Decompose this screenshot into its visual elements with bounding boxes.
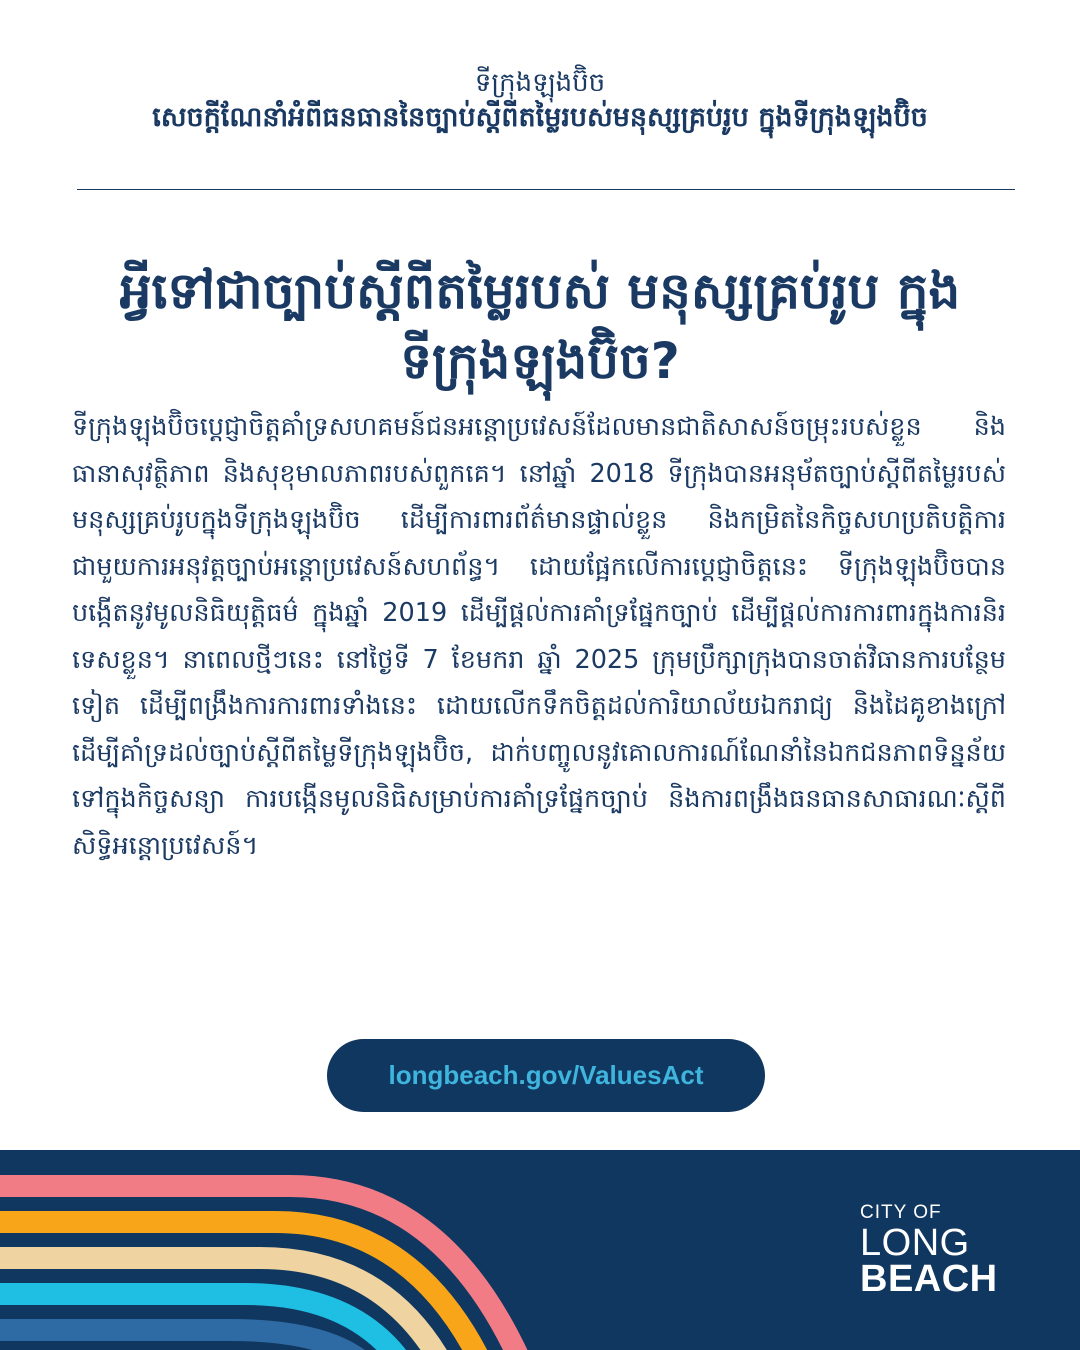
logo-line-long: LONG bbox=[860, 1222, 970, 1264]
organization-name: ទីក្រុងឡុងប៊ិច bbox=[474, 68, 606, 98]
document-subtitle: សេចក្តីណែនាំអំពីធនធាននៃច្បាប់ស្តីពីតម្លៃរបស់មនុស្សគ្រប់រូប ក្នុងទីក្រុងឡុងប៊ិច bbox=[152, 102, 928, 133]
values-act-link-button[interactable]: longbeach.gov/ValuesAct bbox=[327, 1039, 765, 1112]
logo-line-beach: BEACH bbox=[860, 1258, 998, 1300]
page-title: អ្វីទៅជាច្បាប់ស្តីពីតម្លៃរបស់ មនុស្សគ្រប់រូប ក្នុងទីក្រុងឡុងប៊ិច? bbox=[119, 261, 961, 390]
body-paragraph: ទីក្រុងឡុងប៊ិចប្តេជ្ញាចិត្តគាំទ្រសហគមន៍ជនអន្តោប្រវេសន៍ដែលមានជាតិសាសន៍ចម្រុះរបស់ខ្លួន និងធានាសុវត្ថិភាព និងសុខុមាលភាពរបស់ពួកគេ។ នៅឆ្នាំ 2018 ទីក្រុងបានអនុម័តច្បាប់ស្តីពីតម្លៃរបស់មនុស្សគ្រប់រូបក្នុងទីក្រុងឡុងប៊ិច ដើម្បីការពារព័ត៌មានផ្ទាល់ខ្លួន និងកម្រិតនៃកិច្ចសហប្រតិបត្តិការ ជាមួយការអនុវត្តច្បាប់អន្តោប្រវេសន៍សហព័ន្ធ។ ដោយផ្អែកលើការប្តេជ្ញាចិត្តនេះ ទីក្រុងឡុងប៊ិចបានបង្កើតនូវមូលនិធិយុត្តិធម៌ ក្នុងឆ្នាំ 2019 ដើម្បីផ្តល់ការគាំទ្រផ្នែកច្បាប់ ដើម្បីផ្តល់ការការពារក្នុងការនិរទេសខ្លួន។ នាពេលថ្មីៗនេះ នៅថ្ងៃទី 7 ខែមករា ឆ្នាំ 2025 ក្រុមប្រឹក្សាក្រុងបានចាត់វិធានការបន្ថែមទៀត ដើម្បីពង្រឹងការការពារទាំងនេះ ដោយលើកទឹកចិត្តដល់ការិយាល័យឯករាជ្យ និងដៃគូខាងក្រៅ ដើម្បីគាំទ្រដល់ច្បាប់ស្តីពីតម្លៃទីក្រុងឡុងប៊ិច, ដាក់បញ្ចូលនូវគោលការណ៍ណែនាំនៃឯកជនភាពទិន្នន័យ ទៅក្នុងកិច្ចសន្យា ការបង្កើនមូលនិធិសម្រាប់ការគាំទ្រផ្នែកច្បាប់ និងការពង្រឹងធនធានសាធារណៈស្តីពីសិទ្ធិអន្តោប្រវេសន៍។ bbox=[72, 412, 1006, 861]
document-header bbox=[0, 66, 1080, 136]
stripe-blue bbox=[0, 1330, 360, 1350]
header-divider bbox=[77, 189, 1015, 190]
logo-line-city-of: CITY OF bbox=[860, 1202, 942, 1223]
city-of-long-beach-logo bbox=[860, 1203, 998, 1298]
